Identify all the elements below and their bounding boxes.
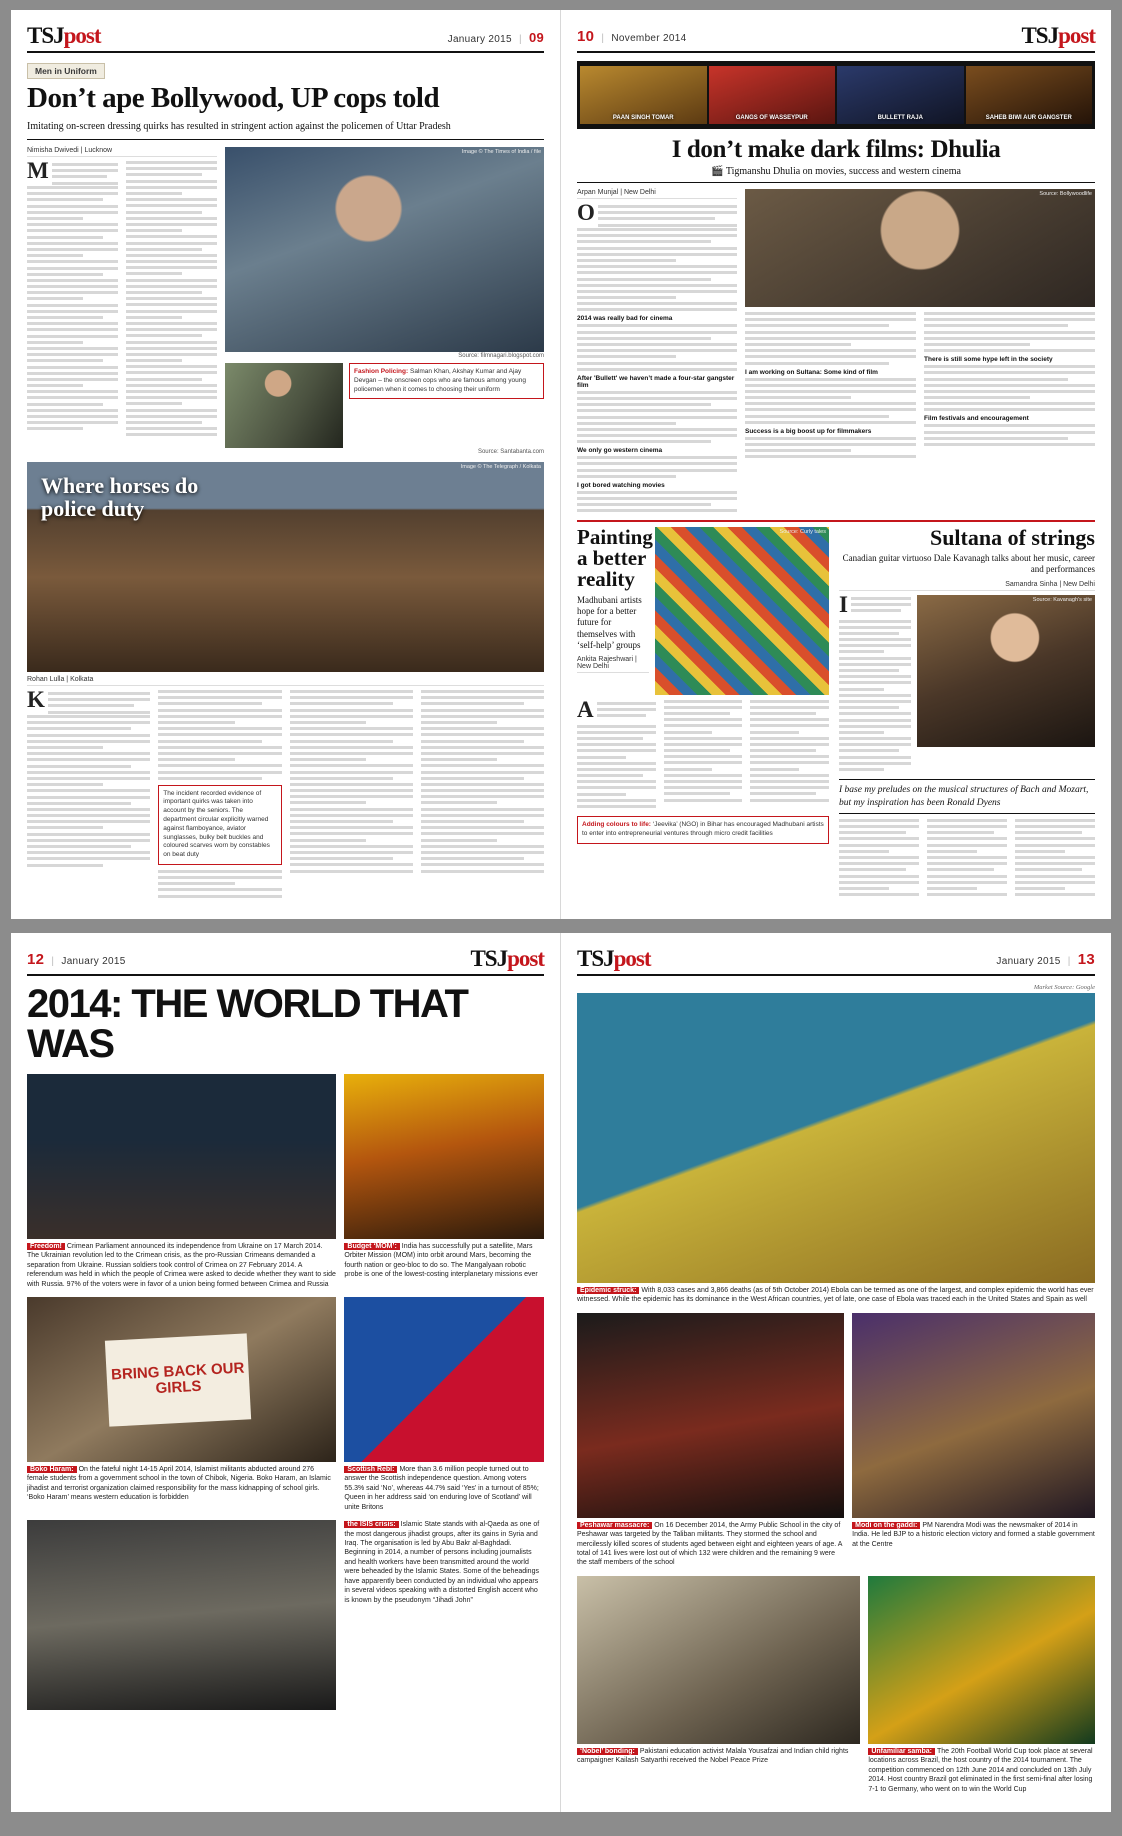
- logo-post: post: [63, 23, 101, 48]
- protest-placard: BRING BACK OUR GIRLS: [105, 1333, 252, 1426]
- film-title: SAHEB BIWI AUR GANGSTER: [985, 115, 1072, 121]
- kicker-men-in-uniform: Men in Uniform: [27, 63, 105, 79]
- page-09-lower-text: [27, 687, 544, 901]
- madhubani-subhead: Madhubani artists hope for a better future for themselves with ‘self-help’ groups: [577, 594, 642, 650]
- story-text: Crimean Parliament announced its independence from Ukraine on 17 March 2014. The Ukrainian revolution led to the Crimean crisis, as the pro-Russian Crimeans demanded a separation from Ukraine. Russian soldiers took control of Crimea on 27 February 2014. A referendum was held in which the people of Crimea were asked to decide whether they want to side with Russia. 97% of the voters were in favor of a union being formed between Crimea and Russia: [27, 1242, 336, 1288]
- photo-world-cup-fan: [868, 1576, 1095, 1744]
- text-column: [839, 819, 919, 899]
- story-lead: Modi on the gaddi:: [852, 1522, 920, 1529]
- film-poster: [580, 66, 707, 124]
- qa-question: After 'Bullett' we haven’t made a four-star gangster film: [577, 374, 735, 389]
- sultana-headline: Sultana of strings: [929, 524, 1095, 550]
- story-lead: Scottish Rebl:: [344, 1466, 397, 1473]
- folio-divider: |: [1067, 955, 1071, 967]
- publication-logo[interactable]: [577, 947, 651, 970]
- story-row-peshawar-modi: [577, 1313, 1095, 1568]
- sultana-pullquote: I base my preludes on the musical structures of Bach and Mozart, but my inspiration has been Ronald Dyens: [839, 779, 1095, 814]
- story-caption-ebola: [577, 1286, 1095, 1305]
- film-poster: [837, 66, 964, 124]
- page-12: [11, 933, 561, 1812]
- page-09-byline: Nimisha Dwivedi | Lucknow: [27, 147, 217, 157]
- logo-tsj: TSJ: [470, 945, 508, 971]
- story-caption-mars: [344, 1242, 544, 1280]
- photo-credit: Image © The Times of India / file: [461, 149, 541, 156]
- photo-credit: Source: Curly tales: [779, 528, 826, 535]
- masthead-page-10: [577, 24, 1095, 53]
- story-row-3: [27, 1520, 544, 1710]
- publication-logo[interactable]: [470, 947, 544, 970]
- photo-credit: Source: Kavanagh’s site: [1032, 596, 1092, 603]
- text-column: [664, 700, 743, 812]
- photo-akshay-cop: [225, 147, 544, 352]
- page-10-byline: Arpan Munjal | New Delhi: [577, 189, 737, 199]
- photo-police-horses: [27, 462, 544, 672]
- section-divider: [577, 520, 1095, 522]
- folio-number: 13: [1077, 950, 1095, 968]
- folio-date: January 2015: [61, 955, 126, 967]
- story-lead: Unfamiliar samba:: [868, 1748, 935, 1755]
- sultana-subhead: Canadian guitar virtuoso Dale Kavanagh talks about her music, career and performances: [842, 553, 1095, 575]
- fashion-note-title: Fashion Policing:: [354, 368, 409, 376]
- text-column: [745, 312, 916, 462]
- page-10-headline: I don’t make dark films: Dhulia: [671, 136, 1001, 163]
- text-column: [158, 690, 281, 901]
- story-text: The 20th Football World Cup took place at several locations across Brazil, the host country of the 2014 tournament. The competition commenced on 12th June 2014 and concluded on 13th July 2014. Host country Brazil got eliminated in the first semi-final after losing 7-1 to Germany, who went on to win the World Cup: [868, 1747, 1093, 1793]
- madhubani-byline: Ankita Rajeshwari | New Delhi: [577, 656, 649, 673]
- madhubani-note-body: ‘Jeevika’ (NGO) in Bihar has encouraged Madhubani artists to enter into entrepreneurial ventures through micro credit facilities: [582, 821, 824, 837]
- film-title: BULLETT RAJA: [877, 115, 923, 121]
- madhubani-headline: Painting a better reality: [577, 524, 653, 592]
- story-caption-modi: [852, 1521, 1095, 1549]
- story-text: Pakistani education activist Malala Yousafzai and Indian child rights campaigner Kailash Satyarthi received the Nobel Peace Prize: [577, 1747, 849, 1765]
- story-caption-scotland: [344, 1465, 544, 1512]
- madhubani-note-title: Adding colours to life:: [582, 821, 651, 829]
- page-12-headline: 2014: THE WORLD THAT WAS: [27, 981, 468, 1066]
- story-text: More than 3.6 million people turned out to answer the Scottish independence question. Among voters 55.3% said ‘No’, whereas 44.7% said ‘Yes’ in a turnout of 85%; Queen in her address said ‘on enduring love of Scotland’ will unite Britons: [344, 1465, 539, 1511]
- logo-tsj: TSJ: [1021, 23, 1059, 48]
- madhubani-note-box: [577, 816, 829, 844]
- folio-date: November 2014: [611, 33, 687, 44]
- story-lead: Budget ‘MOM’:: [344, 1243, 399, 1250]
- folio-number: 09: [528, 30, 544, 45]
- sultana-byline: Samandra Sinha | New Delhi: [839, 581, 1095, 591]
- film-poster: [709, 66, 836, 124]
- sheet-page-09-10: [11, 10, 1111, 919]
- fashion-policing-note: [349, 363, 544, 399]
- film-poster: [966, 66, 1093, 124]
- text-column: [750, 700, 829, 812]
- page-10-11: [561, 10, 1111, 919]
- folio-divider: |: [518, 34, 522, 45]
- sheet-page-12-13: [11, 933, 1111, 1812]
- photo-bring-back-our-girls: [27, 1297, 336, 1462]
- text-column: [924, 312, 1095, 462]
- masthead-page-09: [27, 24, 544, 53]
- folio-divider: |: [51, 955, 55, 967]
- photo-credit-page-13: Market Source: Google: [1033, 983, 1095, 991]
- folio-date: January 2015: [996, 955, 1061, 967]
- folio-page-12: [27, 951, 126, 970]
- photo-ajay-devgan: [225, 363, 343, 448]
- qa-question: I got bored watching movies: [577, 481, 665, 489]
- text-column: [421, 690, 544, 901]
- story-lead: Boko Haram:: [27, 1466, 77, 1473]
- masthead-page-12: [27, 947, 544, 976]
- folio-number: 10: [577, 28, 595, 45]
- photo-crimea-protest: [27, 1074, 336, 1239]
- photo-nobel-laureates: [577, 1576, 860, 1744]
- story-text: Islamic State stands with al-Qaeda as one of the most dangerous jihadist groups, after its gains in Syria and Iraq. The organisation is led by Abu Bakr al-Baghdadi. Beginning in 2014, a number of persons including journalists and health workers have been transmitted around the world were beheaded by the Islamic States. Some of the beheadings have apparently been conducted by an individual who appears in several videos speaking with a distorted English accent who is known by the pseudonym “Jihadi John”: [344, 1521, 540, 1604]
- story-caption-nobel: [577, 1747, 860, 1766]
- folio-number: 12: [27, 950, 45, 968]
- qa-question: Success is a big boost up for filmmakers: [745, 427, 872, 435]
- folio-page-13: [996, 951, 1095, 970]
- story-caption-boko-haram: [27, 1465, 336, 1503]
- drop-cap: K: [27, 687, 45, 713]
- page-09: [11, 10, 561, 919]
- drop-cap: I: [839, 591, 848, 617]
- camera-icon: 🎬: [711, 166, 724, 177]
- story-text: On the fateful night 14-15 April 2014, Islamist militants abducted around 276 female students from a government school in the town of Chibok, Nigeria. Boko Haram, an Islamic jihadist and terrorist organization claimed responsibility for the mass kidnapping of school girls. ‘Boko Haram’ means western education is forbidden: [27, 1465, 331, 1502]
- publication-logo[interactable]: [1021, 24, 1095, 47]
- page-10-subhead: [577, 166, 1095, 183]
- folio-divider: |: [601, 33, 605, 44]
- photo-dale-kavanagh: [917, 595, 1095, 747]
- story-text: With 8,033 cases and 3,866 deaths (as of 5th October 2014) Ebola can be termed as one of the largest, and complex epidemic the world has ever witnessed. While the epidemic has its dominance in the West African countries, yet of late, one case of Ebola was traced each in the United States and Spain as well: [577, 1286, 1094, 1304]
- film-title: GANGS OF WASSEYPUR: [735, 115, 808, 121]
- pull-note-text: The incident recorded evidence of important quirks was taken into account by the seniors. The department circular explicitly warned against flamboyance, aviator sunglasses, bulky belt buckles and coloured scarves worn by constables on beat duty: [163, 789, 270, 859]
- logo-tsj: TSJ: [577, 945, 614, 971]
- story-lead: Peshawar massacre:: [577, 1522, 652, 1529]
- story-lead: ‘Nobel’ bonding:: [577, 1748, 638, 1755]
- film-poster-strip: [577, 61, 1095, 129]
- pull-note-box: [158, 785, 281, 865]
- masthead-page-13: [577, 947, 1095, 976]
- photo-narendra-modi: [852, 1313, 1095, 1518]
- story-lead: Freedom!: [27, 1243, 65, 1250]
- page-09-subhead-byline: Rohan Lulla | Kolkata: [27, 676, 544, 686]
- logo-post: post: [507, 945, 544, 971]
- text-column: [27, 687, 150, 901]
- story-text: PM Narendra Modi was the newsmaker of 2014 in India. He led BJP to a historic election victory and formed a stable government at the Centre: [852, 1521, 1095, 1548]
- photo-tigmanshu-dhulia: [745, 189, 1095, 307]
- fashion-note-body: Salman Khan, Akshay Kumar and Ajay Devgan – the onscreen cops who are famous among young policemen when it comes to choosing their uniform: [354, 368, 526, 393]
- folio-page-10: [577, 28, 686, 47]
- photo-credit-horses: Image © The Telegraph / Kolkata: [460, 464, 541, 471]
- photo-caption: Source: filmnagari.blogspot.com: [458, 353, 544, 360]
- story-caption-peshawar: [577, 1521, 844, 1568]
- page-09-standfirst: Imitating on-screen dressing quirks has resulted in stringent action against the policemen of Uttar Pradesh: [27, 120, 544, 141]
- text-column: [927, 819, 1007, 899]
- story-row-nobel-worldcup: [577, 1576, 1095, 1794]
- story-text: On 16 December 2014, the Army Public School in the city of Peshawar was targeted by the Taliban militants. They stormed the school and mercilessly killed scores of students aged between eight and eighteen years of age. A total of 141 lives were lost out of which 132 were children and the remaining 9 were the staff members of the school: [577, 1521, 842, 1567]
- logo-post: post: [1058, 23, 1095, 48]
- photo-scotland-uk-flags: [344, 1297, 544, 1462]
- photo-ebola-workers: [577, 993, 1095, 1283]
- photo-mars-mission: [344, 1074, 544, 1239]
- text-column: [577, 696, 656, 812]
- drop-cap: O: [577, 200, 595, 225]
- story-caption-crimea: [27, 1242, 336, 1289]
- story-text: India has successfully put a satellite, Mars Orbiter Mission (MOM) into orbit around Mars, becoming the fourth nation or geo-bloc to do so. The Mangalyaan robotic probe is one of the lowest-costing interplanetary missions ever: [344, 1242, 538, 1279]
- text-column: [1015, 819, 1095, 899]
- text-column: [126, 161, 217, 439]
- drop-cap: M: [27, 158, 49, 184]
- qa-question: There is still some hype left in the society: [924, 356, 1053, 364]
- logo-post: post: [613, 945, 651, 971]
- folio-page-09: [448, 30, 544, 47]
- qa-question: I am working on Sultana: Some kind of film: [745, 368, 878, 376]
- logo-tsj: TSJ: [27, 23, 64, 48]
- photo-credit: Source: Bollywoodlife: [1039, 191, 1092, 197]
- story-lead: Epidemic struck:: [577, 1287, 639, 1294]
- publication-logo[interactable]: [27, 24, 101, 47]
- story-row-2: [27, 1297, 544, 1512]
- photo-caption-secondary: Source: Santabanta.com: [477, 449, 544, 456]
- page-13: [561, 933, 1111, 1812]
- qa-question: 2014 was really bad for cinema: [577, 315, 673, 323]
- film-title: PAAN SINGH TOMAR: [612, 115, 674, 121]
- photo-peshawar-school: [577, 1313, 844, 1518]
- qa-question: We only go western cinema: [577, 447, 663, 455]
- folio-date: January 2015: [447, 34, 512, 45]
- drop-cap: A: [577, 696, 594, 722]
- photo-overlay-headline: Where horses do police duty: [41, 473, 199, 522]
- text-column: [27, 158, 118, 439]
- story-row-1: [27, 1074, 544, 1289]
- story-caption-isis: [344, 1520, 544, 1605]
- page-09-headline: Don’t ape Bollywood, UP cops told: [27, 82, 440, 114]
- photo-madhubani-art: [655, 527, 829, 695]
- page-10-subhead-text: Tigmanshu Dhulia on movies, success and western cinema: [725, 166, 961, 177]
- text-column: [290, 690, 413, 901]
- story-lead: the ISIS crisis:: [344, 1521, 398, 1528]
- qa-question: Film festivals and encouragement: [924, 415, 1029, 423]
- photo-isis-militants: [27, 1520, 336, 1710]
